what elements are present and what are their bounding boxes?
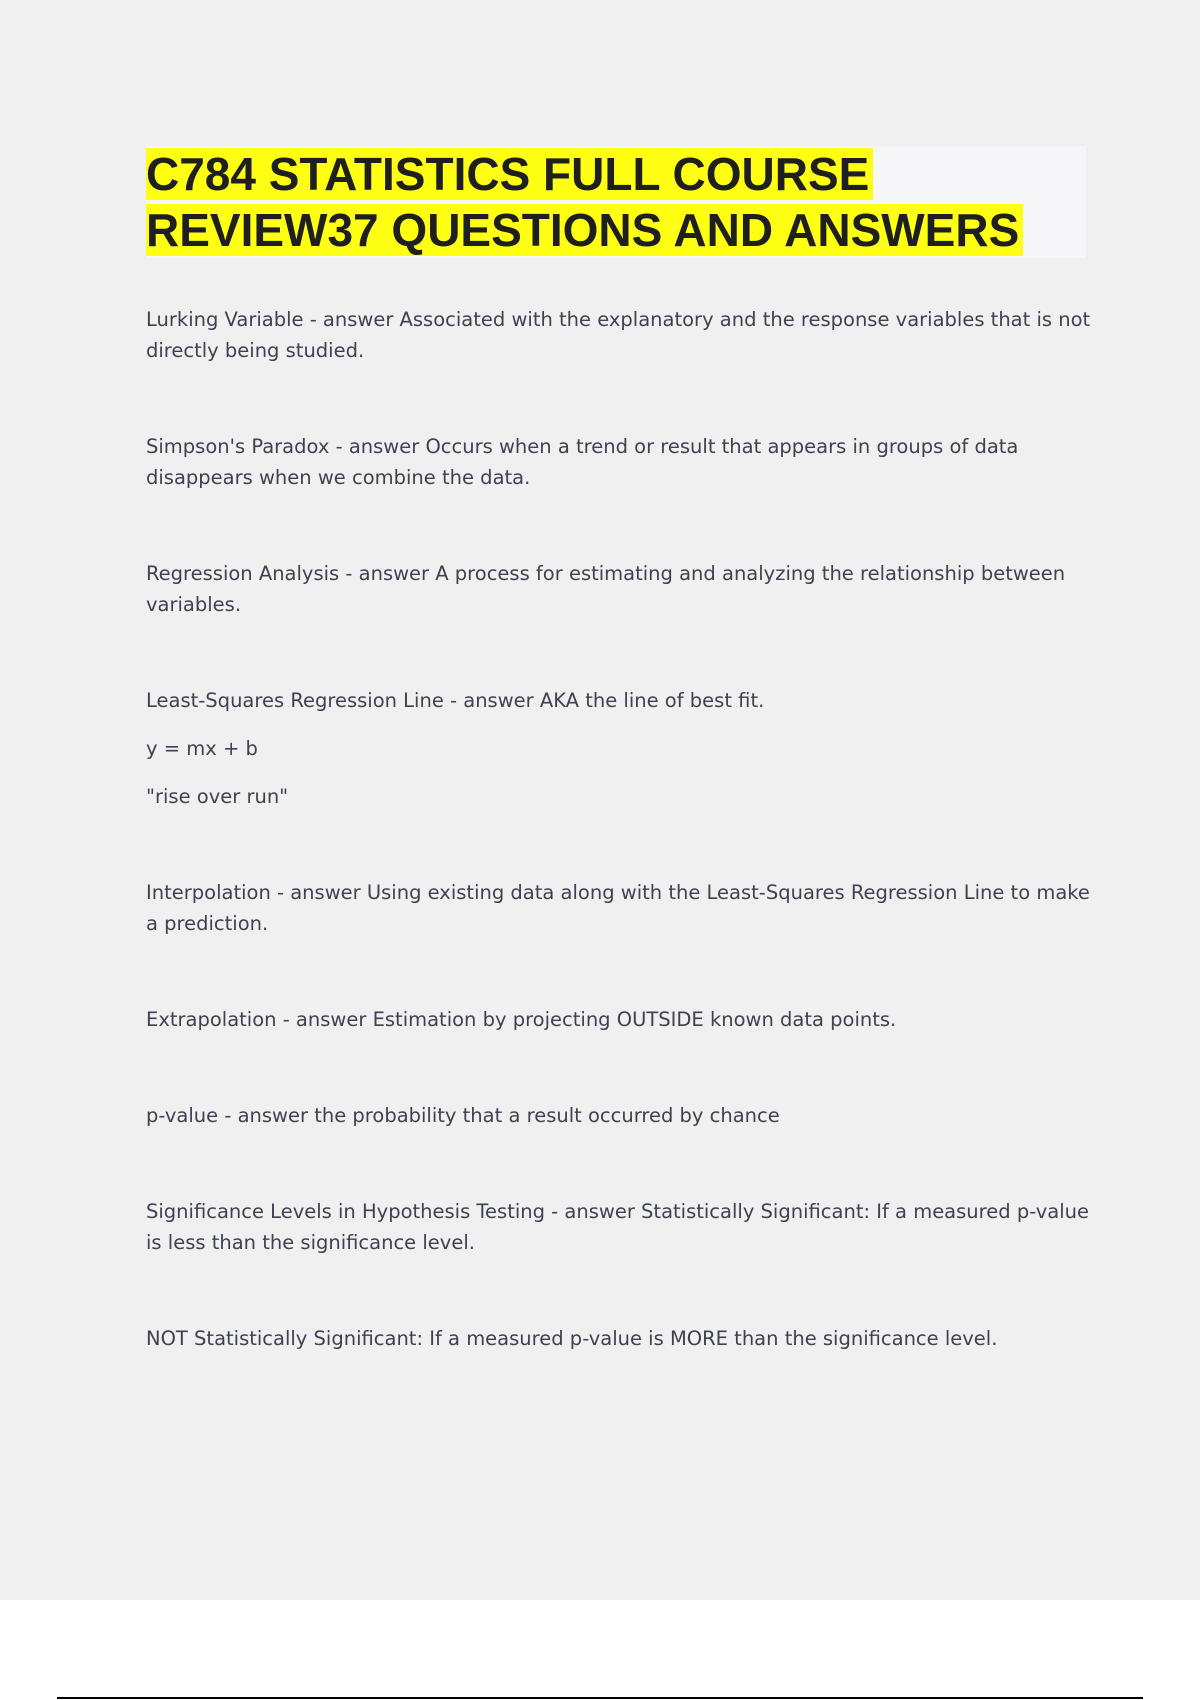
entry-p-value: p-value - answer the probability that a result occurred by chance (146, 1104, 780, 1127)
entry-not-significant: NOT Statistically Significant: If a measured p-value is MORE than the significance level. (146, 1327, 998, 1350)
entry-simpsons-paradox: Simpson's Paradox - answer Occurs when a trend or result that appears in groups of data disappears when we combine the data. (146, 435, 1019, 489)
entry-lurking-variable: Lurking Variable - answer Associated with the explanatory and the response variables that is not directly being studied. (146, 308, 1091, 362)
entry-least-squares-line: Least-Squares Regression Line - answer AKA the line of best fit. (146, 689, 765, 712)
title-highlight: C784 STATISTICS FULL COURSE REVIEW37 QUESTIONS AND ANSWERS (146, 148, 1023, 256)
entry-interpolation: Interpolation - answer Using existing data along with the Least-Squares Regression Line to make a prediction. (146, 881, 1090, 935)
document-title (146, 146, 1086, 258)
qa-list (146, 304, 1092, 1354)
next-page-divider (57, 1697, 1143, 1699)
entry-rise-over-run: "rise over run" (146, 785, 289, 808)
entry-extrapolation: Extrapolation - answer Estimation by projecting OUTSIDE known data points. (146, 1008, 897, 1031)
entry-regression-analysis: Regression Analysis - answer A process for estimating and analyzing the relationship between variables. (146, 562, 1066, 616)
entry-line-equation: y = mx + b (146, 737, 258, 760)
title-block (146, 146, 1086, 258)
entry-significance-levels: Significance Levels in Hypothesis Testing - answer Statistically Significant: If a measured p-value is less than the significance level. (146, 1200, 1089, 1254)
